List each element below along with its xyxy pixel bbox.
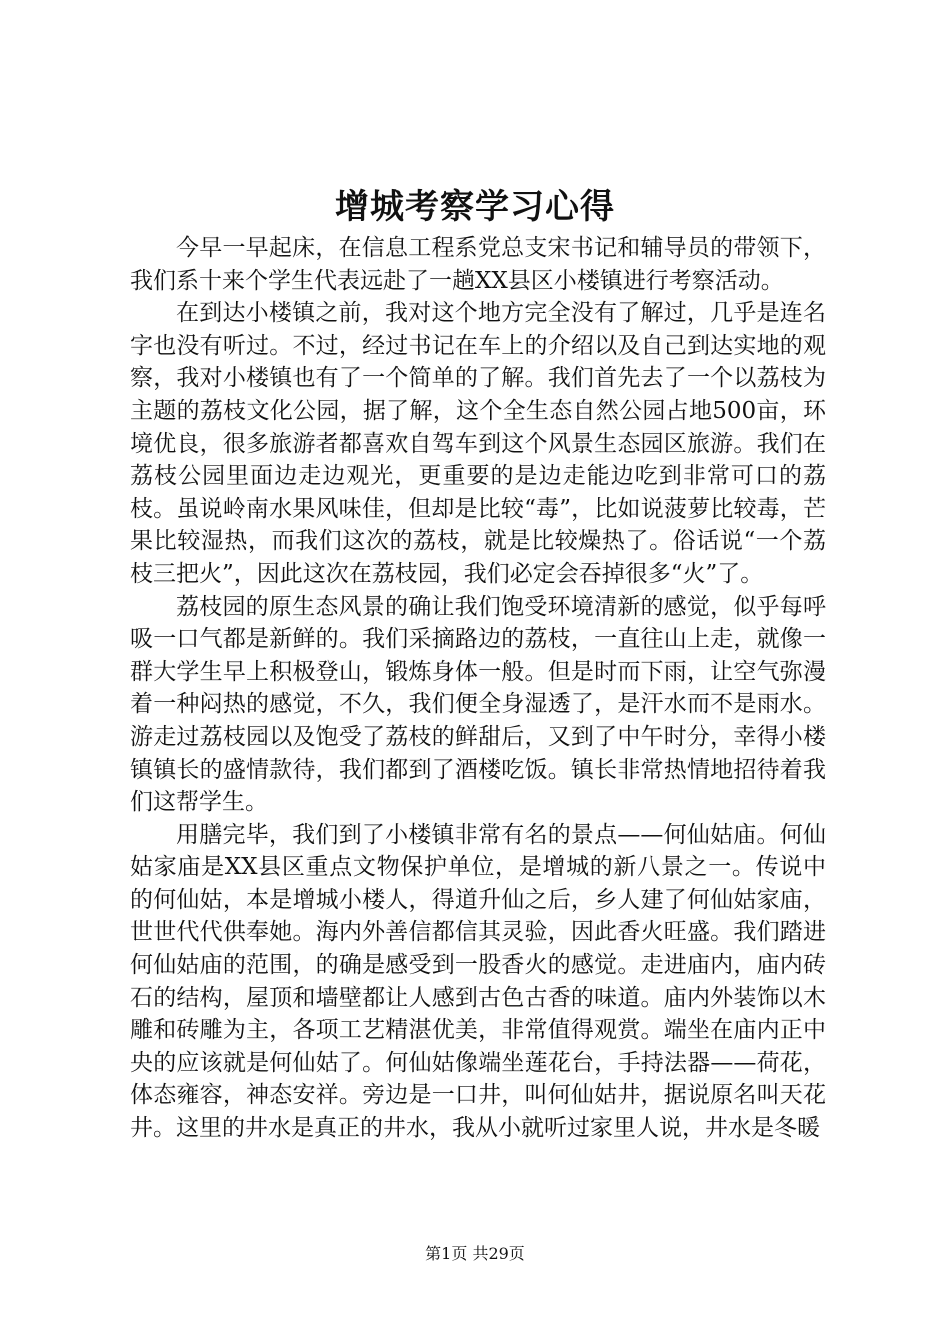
paragraph: 今早一早起床，在信息工程系党总支宋书记和辅导员的带领下，我们系十来个学生代表远赴了一趟XX县区小楼镇进行考察活动。 [130,235,826,294]
document-title: 增城考察学习心得 [335,187,615,227]
document-body [130,232,826,1145]
paragraph: 用膳完毕，我们到了小楼镇非常有名的景点——何仙姑庙。何仙姑家庙是XX县区重点文物保护单位，是增城的新八景之一。传说中的何仙姑，本是增城小楼人，得道升仙之后，乡人建了何仙姑家庙，世世代代供奉她。海内外善信都信其灵验，因此香火旺盛。我们踏进何仙姑庙的范围，的确是感受到一股香火的感觉。走进庙内，庙内砖石的结构，屋顶和墙壁都让人感到古色古香的味道。庙内外装饰以木雕和砖雕为主，各项工艺精湛优美，非常值得观赏。端坐在庙内正中央的应该就是何仙姑了。何仙姑像端坐莲花台，手持法器——荷花，体态雍容，神态安祥。旁边是一口井，叫何仙姑井，据说原名叫天花井。这里的井水是真正的井水，我从小就听过家里人说，井水是冬暖 [130,821,826,1142]
page-number-footer: 第1页 共29页 [425,1244,525,1263]
paragraph: 荔枝园的原生态风景的确让我们饱受环境清新的感觉，似乎每呼吸一口气都是新鲜的。我们采摘路边的荔枝，一直往山上走，就像一群大学生早上积极登山，锻炼身体一般。但是时而下雨，让空气弥漫着一种闷热的感觉，不久，我们便全身湿透了，是汗水而不是雨水。游走过荔枝园以及饱受了荔枝的鲜甜后，又到了中午时分，幸得小楼镇镇长的盛情款待，我们都到了酒楼吃饭。镇长非常热情地招待着我们这帮学生。 [130,593,826,816]
paragraph: 在到达小楼镇之前，我对这个地方完全没有了解过，几乎是连名字也没有听过。不过，经过书记在车上的介绍以及自己到达实地的观察，我对小楼镇也有了一个简单的了解。我们首先去了一个以荔枝为主题的荔枝文化公园，据了解，这个全生态自然公园占地500亩，环境优良，很多旅游者都喜欢自驾车到这个风景生态园区旅游。我们在荔枝公园里面边走边观光，更重要的是边走能边吃到非常可口的荔枝。虽说岭南水果风味佳，但却是比较“毒”，比如说菠萝比较毒，芒果比较湿热，而我们这次的荔枝，就是比较燥热了。俗话说“一个荔枝三把火”，因此这次在荔枝园，我们必定会吞掉很多“火”了。 [130,300,826,587]
